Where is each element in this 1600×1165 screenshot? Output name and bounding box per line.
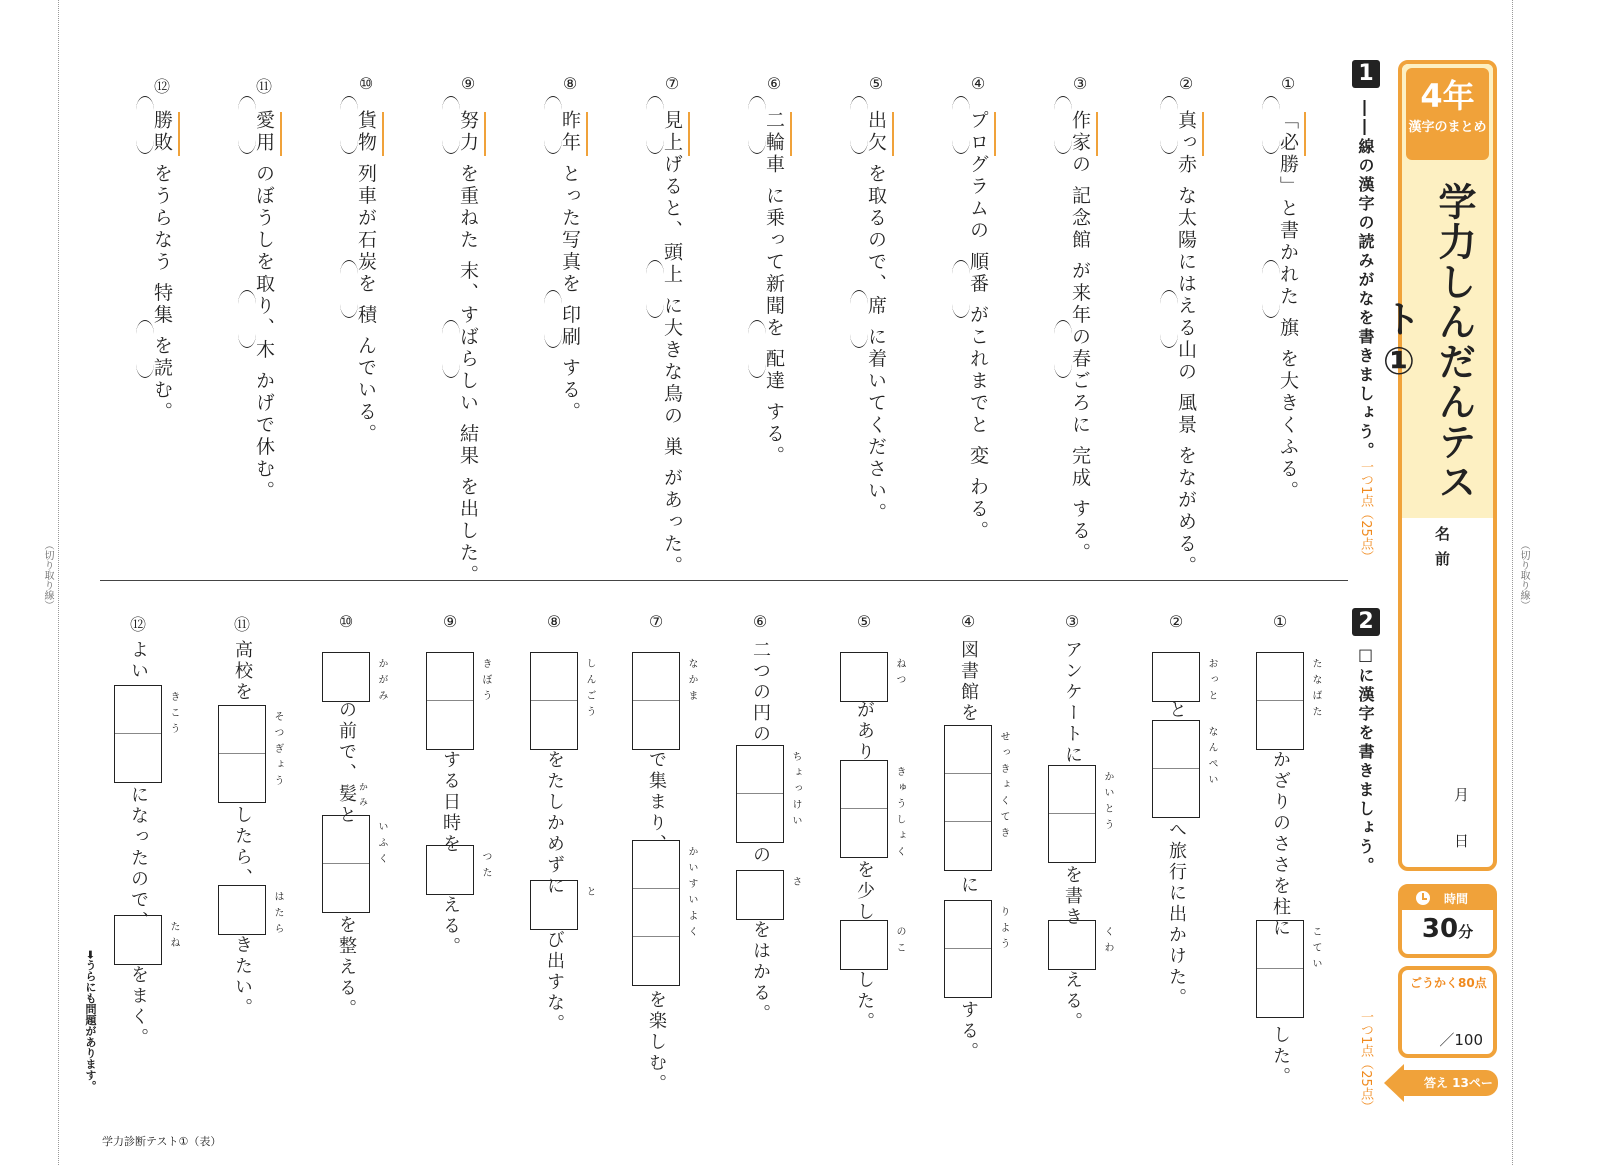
question-text: える。 — [440, 895, 461, 958]
reading-underline — [892, 112, 894, 156]
furigana-label: はたら — [272, 891, 283, 939]
furigana-label: かみ — [357, 782, 367, 812]
reading-bracket — [1054, 96, 1072, 154]
kanji-cell — [219, 886, 265, 934]
furigana-label: りよう — [998, 906, 1009, 954]
kanji-cell — [323, 864, 369, 912]
question-text: する日時を — [440, 750, 461, 855]
kanji-cell — [1153, 653, 1199, 701]
reading-bracket — [748, 320, 766, 378]
kanji-cell — [633, 889, 679, 937]
kanji-cell — [945, 726, 991, 774]
reading-bracket — [1262, 260, 1280, 318]
score-box — [1398, 966, 1497, 1058]
question-text: へ旅行に出かけた。 — [1166, 820, 1187, 1009]
question-text: の — [750, 845, 771, 866]
question-number: ⑨ — [442, 612, 458, 631]
kanji-answer-box[interactable] — [218, 885, 266, 935]
reading-underline — [586, 112, 588, 156]
reading-bracket — [544, 96, 562, 154]
question-number: ① — [1272, 612, 1288, 631]
reading-underline — [688, 112, 690, 156]
kanji-cell — [945, 901, 991, 949]
kanji-cell — [841, 809, 887, 857]
question-number: ⑫ — [153, 77, 170, 96]
kanji-answer-box[interactable] — [944, 725, 992, 871]
section2-number: 2 — [1352, 608, 1380, 636]
question-text: した。 — [854, 970, 875, 1033]
question-text: 「必勝」と書かれた 旗 を大きくふる。 — [1277, 110, 1299, 503]
question-text: び出すな。 — [544, 930, 565, 1035]
clock-icon — [1416, 891, 1430, 905]
question-text: した。 — [1270, 1025, 1291, 1088]
question-text: する。 — [958, 1000, 979, 1063]
section-divider — [100, 580, 1348, 581]
kanji-cell — [1153, 721, 1199, 769]
kanji-cell — [323, 653, 369, 701]
kanji-answer-box[interactable] — [530, 652, 578, 750]
question-number: ⑩ — [358, 74, 374, 93]
question-text: 二つの円の — [750, 640, 771, 745]
question-number: ⑤ — [856, 612, 872, 631]
kanji-cell — [737, 871, 783, 919]
time-number: 30 — [1421, 914, 1459, 944]
reading-bracket — [952, 96, 970, 154]
question-number: ② — [1178, 74, 1194, 93]
furigana-label: きぼう — [480, 658, 491, 706]
kanji-cell — [531, 653, 577, 701]
question-text: きたい。 — [232, 935, 253, 1019]
furigana-label: ちょっけい — [790, 751, 801, 831]
reading-bracket — [850, 96, 868, 154]
kanji-cell — [945, 774, 991, 822]
reading-underline — [994, 112, 996, 156]
kanji-answer-box[interactable] — [1152, 720, 1200, 818]
question-text: になったので、 — [128, 785, 149, 932]
reading-bracket — [340, 260, 358, 318]
kanji-cell — [945, 822, 991, 870]
time-unit: 分 — [1458, 923, 1474, 941]
kanji-answer-box[interactable] — [114, 685, 162, 783]
kanji-cell — [115, 686, 161, 734]
reading-bracket — [136, 320, 154, 378]
question-text: 見上げると、頭上 に大きな鳥の 巣 があった。 — [661, 110, 683, 578]
kanji-cell — [427, 653, 473, 701]
kanji-cell — [633, 937, 679, 985]
reading-bracket — [850, 290, 868, 348]
pass-score-label: ごうかく80点 — [1410, 976, 1487, 990]
furigana-label: かいとう — [1102, 771, 1113, 835]
question-text: よい — [128, 640, 149, 682]
question-number: ⑪ — [233, 615, 250, 634]
question-text: をまく。 — [128, 965, 149, 1049]
answer-page-tab: 答え 13ページ — [1398, 1070, 1498, 1096]
reading-bracket — [646, 260, 664, 318]
name-label: 名前 — [1433, 526, 1451, 576]
reading-bracket — [1160, 96, 1178, 154]
cut-label-left: （切り取り線） — [42, 540, 53, 610]
question-text: に — [958, 875, 979, 896]
kanji-answer-box[interactable] — [426, 652, 474, 750]
question-number: ⑨ — [460, 74, 476, 93]
kanji-cell — [841, 653, 887, 701]
question-text: 昨年 とった写真を 印刷 する。 — [559, 110, 581, 424]
time-label: 時間 — [1444, 892, 1469, 906]
furigana-label: さ — [790, 876, 801, 892]
furigana-label: ねつ — [894, 658, 905, 690]
question-number: ⑧ — [562, 74, 578, 93]
kanji-answer-box[interactable] — [736, 870, 784, 920]
cut-line-right — [1512, 0, 1513, 1165]
kanji-answer-box[interactable] — [322, 652, 370, 702]
kanji-answer-box[interactable] — [1048, 765, 1096, 863]
furigana-label: なんぺい — [1206, 726, 1217, 790]
kanji-answer-box[interactable] — [840, 760, 888, 858]
grade-subtitle: 漢字のまとめ — [1408, 120, 1487, 135]
furigana-label: おっと — [1206, 658, 1217, 706]
question-text: 努力 を重ねた 末、すばらしい 結果 を出した。 — [457, 110, 479, 587]
reading-underline — [484, 112, 486, 156]
reading-bracket — [442, 320, 460, 378]
question-text: をたしかめずに — [544, 750, 565, 897]
section2-score: 一つ1点（25点） — [1358, 1010, 1373, 1113]
kanji-answer-box[interactable] — [944, 900, 992, 998]
cut-label-right: （切り取り線） — [1518, 540, 1529, 610]
question-text: を少し — [854, 860, 875, 923]
section2-instruction: □に漢字を書きましょう。 — [1356, 645, 1375, 876]
reading-bracket — [1054, 320, 1072, 378]
question-number: ⑤ — [868, 74, 884, 93]
reading-bracket — [136, 96, 154, 154]
kanji-cell — [841, 761, 887, 809]
time-header — [1402, 888, 1493, 910]
section1-instruction: ――線の漢字の読みがなを書きましょう。 — [1356, 100, 1375, 461]
question-text: を書き — [1062, 865, 1083, 928]
furigana-label: せっきょくてき — [998, 731, 1009, 843]
furigana-label: たなばた — [1310, 658, 1321, 722]
kanji-cell — [1257, 969, 1303, 1017]
reading-underline — [1304, 112, 1306, 156]
reading-underline — [382, 112, 384, 156]
question-text: 貨物 列車が石炭を 積 んでいる。 — [355, 110, 377, 446]
question-text: 愛用 のぼうしを取り、木 かげで休む。 — [253, 110, 275, 503]
question-text: で集まり、 — [646, 750, 667, 855]
kanji-cell — [219, 706, 265, 754]
reading-bracket — [340, 96, 358, 154]
question-number: ⑫ — [129, 615, 146, 634]
furigana-label: しんごう — [584, 658, 595, 722]
kanji-cell — [531, 701, 577, 749]
question-text: かざりのささを柱に — [1270, 750, 1291, 939]
reading-bracket — [238, 96, 256, 154]
reading-bracket — [748, 96, 766, 154]
question-text: アンケートに — [1062, 640, 1083, 766]
reading-bracket — [1262, 96, 1280, 154]
furigana-label: つた — [480, 851, 491, 883]
reading-bracket — [442, 96, 460, 154]
question-number: ⑧ — [546, 612, 562, 631]
kanji-cell — [945, 949, 991, 997]
question-number: ⑦ — [664, 74, 680, 93]
question-text: を整える。 — [336, 915, 357, 1020]
furigana-label: かがみ — [376, 658, 387, 706]
question-number: ② — [1168, 612, 1184, 631]
furigana-label: こてい — [1310, 926, 1321, 974]
question-text: 勝敗 をうらなう 特集 を読む。 — [151, 110, 173, 424]
month-label: 月 — [1454, 786, 1470, 804]
kanji-cell — [633, 653, 679, 701]
question-text: の前で、髪と — [336, 700, 357, 826]
question-number: ③ — [1072, 74, 1088, 93]
question-number: ⑪ — [255, 77, 272, 96]
cut-line-left — [58, 0, 59, 1165]
furigana-label: きゅうしょく — [894, 766, 905, 862]
kanji-cell — [1153, 769, 1199, 817]
back-note: ➡うらにも問題があります。 — [84, 950, 97, 1092]
question-number: ④ — [960, 612, 976, 631]
kanji-answer-box[interactable] — [322, 815, 370, 913]
kanji-answer-box[interactable] — [632, 652, 680, 750]
furigana-label: のこ — [894, 926, 905, 958]
question-text: 出欠 を取るので、席 に着いてください。 — [865, 110, 887, 525]
question-text: をはかる。 — [750, 920, 771, 1025]
kanji-cell — [1257, 653, 1303, 701]
question-number: ④ — [970, 74, 986, 93]
page-footer: 学力診断テスト①（表） — [102, 1135, 222, 1148]
question-text: を楽しむ。 — [646, 990, 667, 1095]
reading-bracket — [646, 96, 664, 154]
reading-underline — [1096, 112, 1098, 156]
kanji-answer-box[interactable] — [632, 840, 680, 986]
kanji-cell — [1049, 921, 1095, 969]
page-title: 学力しんだんテスト① — [1377, 182, 1476, 502]
kanji-answer-box[interactable] — [840, 920, 888, 970]
question-text: と — [1166, 700, 1187, 721]
kanji-cell — [1049, 766, 1095, 814]
furigana-label: なかま — [686, 658, 697, 706]
kanji-cell — [737, 746, 783, 794]
question-text: したら、 — [232, 805, 253, 889]
furigana-label: いふく — [376, 821, 387, 869]
section1-number: 1 — [1352, 60, 1380, 88]
total-score-label: ／100 — [1439, 1031, 1483, 1049]
furigana-label: かいすいよく — [686, 846, 697, 942]
day-label: 日 — [1454, 832, 1470, 850]
furigana-label: と — [584, 886, 595, 902]
time-value — [1402, 914, 1493, 944]
kanji-answer-box[interactable] — [840, 652, 888, 702]
question-text: 真っ赤 な太陽にはえる山の 風景 をながめる。 — [1175, 110, 1197, 578]
furigana-label: そつぎょう — [272, 711, 283, 791]
question-number: ⑩ — [338, 612, 354, 631]
question-text: 高校を — [232, 640, 253, 703]
kanji-cell — [219, 754, 265, 802]
question-text: プログラムの 順番 がこれまでと 変 わる。 — [967, 110, 989, 543]
question-text: える。 — [1062, 970, 1083, 1033]
section1-score: 一つ1点（25点） — [1358, 460, 1373, 563]
kanji-cell — [841, 921, 887, 969]
question-text: 二輪車 に乗って新聞を 配達 する。 — [763, 110, 785, 468]
furigana-label: たね — [168, 921, 179, 953]
kanji-cell — [1049, 814, 1095, 862]
kanji-answer-box[interactable] — [736, 745, 784, 843]
title-panel — [1377, 60, 1497, 871]
kanji-cell — [427, 701, 473, 749]
kanji-cell — [737, 794, 783, 842]
question-text: があり — [854, 700, 875, 763]
kanji-cell — [115, 734, 161, 782]
question-text: 図書館を — [958, 640, 979, 724]
furigana-label: くわ — [1102, 926, 1113, 958]
question-number: ① — [1280, 74, 1296, 93]
question-number: ⑥ — [766, 74, 782, 93]
kanji-answer-box[interactable] — [1256, 652, 1304, 750]
reading-bracket — [952, 260, 970, 318]
reading-bracket — [238, 290, 256, 348]
reading-underline — [790, 112, 792, 156]
kanji-answer-box[interactable] — [218, 705, 266, 803]
question-number: ⑥ — [752, 612, 768, 631]
reading-bracket — [544, 290, 562, 348]
reading-underline — [178, 112, 180, 156]
kanji-answer-box[interactable] — [1152, 652, 1200, 702]
kanji-cell — [633, 701, 679, 749]
question-number: ③ — [1064, 612, 1080, 631]
question-text: 作家の 記念館 が来年の春ごろに 完成 する。 — [1069, 110, 1091, 565]
reading-bracket — [1160, 290, 1178, 348]
furigana-label: きこう — [168, 691, 179, 739]
grade-label: 4年 — [1420, 77, 1475, 115]
reading-underline — [1202, 112, 1204, 156]
grade-badge — [1406, 68, 1489, 160]
time-box — [1398, 884, 1497, 958]
question-number: ⑦ — [648, 612, 664, 631]
kanji-cell — [1257, 701, 1303, 749]
reading-underline — [280, 112, 282, 156]
